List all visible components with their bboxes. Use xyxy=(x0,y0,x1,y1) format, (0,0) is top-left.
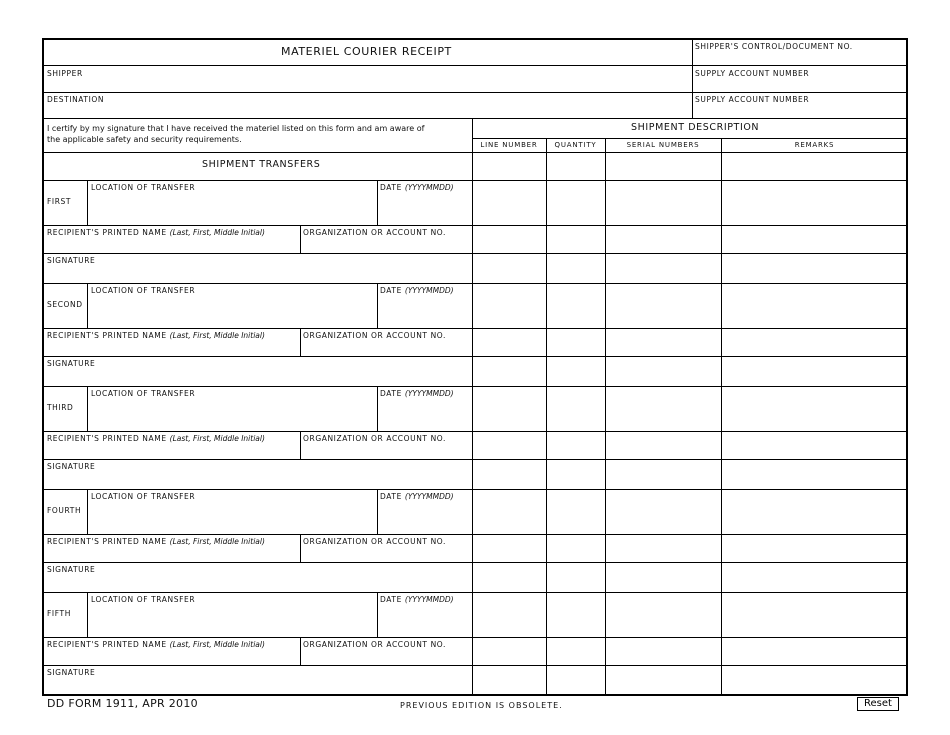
edition-note: PREVIOUS EDITION IS OBSOLETE. xyxy=(400,701,563,710)
desc-cell-remarks[interactable] xyxy=(722,226,908,253)
desc-cell-line-number[interactable] xyxy=(473,226,546,253)
desc-cell-quantity[interactable] xyxy=(547,181,605,225)
desc-cell-remarks[interactable] xyxy=(722,329,908,356)
desc-cell-serial-numbers[interactable] xyxy=(606,535,721,562)
col-remarks: REMARKS xyxy=(794,141,835,149)
org-field-fourth[interactable] xyxy=(301,546,472,562)
location-field-third[interactable] xyxy=(88,398,377,431)
location-label: LOCATION OF TRANSFER xyxy=(91,183,196,192)
certification-statement xyxy=(47,123,424,145)
desc-cell-remarks[interactable] xyxy=(722,593,908,637)
desc-cell-quantity[interactable] xyxy=(547,638,605,665)
form-title: MATERIEL COURIER RECEIPT xyxy=(281,45,452,58)
date-field-third[interactable] xyxy=(378,398,472,431)
date-field-first[interactable] xyxy=(378,192,472,225)
date-format-hint: (YYYYMMDD) xyxy=(404,595,454,604)
desc-cell-serial-numbers[interactable] xyxy=(606,329,721,356)
recipient-hint: (Last, First, Middle Initial) xyxy=(169,434,265,443)
location-label: LOCATION OF TRANSFER xyxy=(91,389,196,398)
desc-cell-remarks[interactable] xyxy=(722,387,908,431)
org-label: ORGANIZATION OR ACCOUNT NO. xyxy=(303,434,446,443)
desc-cell-quantity[interactable] xyxy=(547,535,605,562)
desc-cell-line-number[interactable] xyxy=(473,593,546,637)
signature-field-first[interactable] xyxy=(44,265,472,283)
desc-cell-remarks[interactable] xyxy=(722,490,908,534)
recipient-field-first[interactable] xyxy=(44,237,300,253)
desc-cell-quantity[interactable] xyxy=(547,432,605,459)
desc-cell-quantity[interactable] xyxy=(547,254,605,283)
desc-cell-remarks[interactable] xyxy=(722,284,908,328)
recipient-label-text: RECIPIENT'S PRINTED NAME xyxy=(47,537,167,546)
desc-cell-remarks[interactable] xyxy=(722,357,908,386)
desc-cell-serial-numbers[interactable] xyxy=(606,387,721,431)
section-label-fifth: FIFTH xyxy=(47,609,71,618)
desc-cell-remarks[interactable] xyxy=(722,432,908,459)
desc-cell-line-number[interactable] xyxy=(473,357,546,386)
date-format-hint: (YYYYMMDD) xyxy=(404,492,454,501)
desc-cell-quantity[interactable] xyxy=(547,357,605,386)
location-field-first[interactable] xyxy=(88,192,377,225)
date-label xyxy=(380,183,454,192)
col-line-number: LINE NUMBER xyxy=(480,141,538,149)
recipient-label-text: RECIPIENT'S PRINTED NAME xyxy=(47,228,167,237)
desc-cell-remarks[interactable] xyxy=(722,153,908,180)
shipment-transfers-title: SHIPMENT TRANSFERS xyxy=(202,159,321,170)
section-label-third: THIRD xyxy=(47,403,74,412)
desc-cell-serial-numbers[interactable] xyxy=(606,357,721,386)
signature-label: SIGNATURE xyxy=(47,256,96,265)
signature-label: SIGNATURE xyxy=(47,359,96,368)
desc-cell-quantity[interactable] xyxy=(547,460,605,489)
desc-cell-serial-numbers[interactable] xyxy=(606,563,721,592)
desc-cell-serial-numbers[interactable] xyxy=(606,490,721,534)
recipient-hint: (Last, First, Middle Initial) xyxy=(169,228,265,237)
desc-cell-line-number[interactable] xyxy=(473,638,546,665)
recipient-label xyxy=(47,434,265,443)
recipient-label xyxy=(47,228,265,237)
recipient-field-second[interactable] xyxy=(44,340,300,356)
date-field-fifth[interactable] xyxy=(378,604,472,637)
courier-receipt-form xyxy=(42,38,908,696)
date-format-hint: (YYYYMMDD) xyxy=(404,183,454,192)
desc-cell-line-number[interactable] xyxy=(473,666,546,696)
desc-cell-serial-numbers[interactable] xyxy=(606,666,721,696)
date-label xyxy=(380,595,454,604)
desc-cell-remarks[interactable] xyxy=(722,563,908,592)
desc-cell-line-number[interactable] xyxy=(473,181,546,225)
shipper-control-label: SHIPPER'S CONTROL/DOCUMENT NO. xyxy=(695,42,853,51)
desc-cell-quantity[interactable] xyxy=(547,666,605,696)
signature-field-fourth[interactable] xyxy=(44,574,472,592)
org-field-second[interactable] xyxy=(301,340,472,356)
supply-account-field-1[interactable] xyxy=(692,66,908,92)
location-label: LOCATION OF TRANSFER xyxy=(91,595,196,604)
desc-cell-remarks[interactable] xyxy=(722,181,908,225)
destination-label: DESTINATION xyxy=(47,95,105,104)
desc-cell-quantity[interactable] xyxy=(547,593,605,637)
desc-cell-serial-numbers[interactable] xyxy=(606,460,721,489)
org-label: ORGANIZATION OR ACCOUNT NO. xyxy=(303,640,446,649)
location-field-second[interactable] xyxy=(88,295,377,328)
col-serial-numbers: SERIAL NUMBERS xyxy=(626,141,700,149)
certification-line-2: the applicable safety and security requirements. xyxy=(47,135,242,144)
desc-cell-line-number[interactable] xyxy=(473,460,546,489)
desc-cell-line-number[interactable] xyxy=(473,490,546,534)
desc-cell-serial-numbers[interactable] xyxy=(606,432,721,459)
date-label-text: DATE xyxy=(380,389,402,398)
recipient-field-fifth[interactable] xyxy=(44,649,300,665)
desc-cell-remarks[interactable] xyxy=(722,638,908,665)
desc-cell-line-number[interactable] xyxy=(473,432,546,459)
shipment-description-title: SHIPMENT DESCRIPTION xyxy=(631,122,760,133)
recipient-field-third[interactable] xyxy=(44,443,300,459)
desc-cell-line-number[interactable] xyxy=(473,563,546,592)
form-id: DD FORM 1911, APR 2010 xyxy=(47,697,198,710)
date-label xyxy=(380,286,454,295)
supply-account-label-2: SUPPLY ACCOUNT NUMBER xyxy=(695,95,810,104)
desc-cell-quantity[interactable] xyxy=(547,490,605,534)
recipient-label xyxy=(47,331,265,340)
signature-label: SIGNATURE xyxy=(47,565,96,574)
location-field-fifth[interactable] xyxy=(88,604,377,637)
desc-cell-serial-numbers[interactable] xyxy=(606,254,721,283)
signature-field-fifth[interactable] xyxy=(44,677,472,695)
date-field-second[interactable] xyxy=(378,295,472,328)
date-label xyxy=(380,492,454,501)
location-label: LOCATION OF TRANSFER xyxy=(91,492,196,501)
desc-cell-line-number[interactable] xyxy=(473,329,546,356)
desc-cell-remarks[interactable] xyxy=(722,535,908,562)
recipient-hint: (Last, First, Middle Initial) xyxy=(169,331,265,340)
desc-cell-line-number[interactable] xyxy=(473,387,546,431)
desc-cell-serial-numbers[interactable] xyxy=(606,226,721,253)
desc-cell-line-number[interactable] xyxy=(473,535,546,562)
recipient-label xyxy=(47,537,265,546)
desc-cell-quantity[interactable] xyxy=(547,153,605,180)
signature-field-second[interactable] xyxy=(44,368,472,386)
shipper-control-field[interactable] xyxy=(692,40,908,65)
org-label: ORGANIZATION OR ACCOUNT NO. xyxy=(303,537,446,546)
desc-cell-quantity[interactable] xyxy=(547,226,605,253)
location-label: LOCATION OF TRANSFER xyxy=(91,286,196,295)
date-label-text: DATE xyxy=(380,286,402,295)
date-format-hint: (YYYYMMDD) xyxy=(404,286,454,295)
desc-cell-line-number[interactable] xyxy=(473,284,546,328)
desc-cell-quantity[interactable] xyxy=(547,387,605,431)
recipient-hint: (Last, First, Middle Initial) xyxy=(169,537,265,546)
desc-cell-remarks[interactable] xyxy=(722,460,908,489)
certification-line-1: I certify by my signature that I have received the materiel listed on this form and am aware of xyxy=(47,124,425,133)
date-format-hint: (YYYYMMDD) xyxy=(404,389,454,398)
desc-cell-serial-numbers[interactable] xyxy=(606,284,721,328)
recipient-hint: (Last, First, Middle Initial) xyxy=(169,640,265,649)
desc-cell-remarks[interactable] xyxy=(722,666,908,696)
shipper-field[interactable] xyxy=(44,66,692,92)
org-field-fifth[interactable] xyxy=(301,649,472,665)
recipient-label-text: RECIPIENT'S PRINTED NAME xyxy=(47,434,167,443)
signature-label: SIGNATURE xyxy=(47,668,96,677)
date-label-text: DATE xyxy=(380,183,402,192)
desc-cell-quantity[interactable] xyxy=(547,329,605,356)
desc-cell-line-number[interactable] xyxy=(473,153,546,180)
desc-cell-remarks[interactable] xyxy=(722,254,908,283)
supply-account-field-2[interactable] xyxy=(692,93,908,118)
location-field-fourth[interactable] xyxy=(88,501,377,534)
destination-field[interactable] xyxy=(44,93,692,118)
shipper-label: SHIPPER xyxy=(47,69,83,78)
date-label-text: DATE xyxy=(380,595,402,604)
desc-cell-serial-numbers[interactable] xyxy=(606,181,721,225)
date-field-fourth[interactable] xyxy=(378,501,472,534)
signature-label: SIGNATURE xyxy=(47,462,96,471)
org-label: ORGANIZATION OR ACCOUNT NO. xyxy=(303,331,446,340)
date-label xyxy=(380,389,454,398)
org-field-first[interactable] xyxy=(301,237,472,253)
org-label: ORGANIZATION OR ACCOUNT NO. xyxy=(303,228,446,237)
desc-cell-quantity[interactable] xyxy=(547,563,605,592)
desc-cell-serial-numbers[interactable] xyxy=(606,153,721,180)
section-label-first: FIRST xyxy=(47,197,72,206)
desc-cell-serial-numbers[interactable] xyxy=(606,638,721,665)
recipient-label-text: RECIPIENT'S PRINTED NAME xyxy=(47,640,167,649)
signature-field-third[interactable] xyxy=(44,471,472,489)
recipient-label xyxy=(47,640,265,649)
desc-cell-quantity[interactable] xyxy=(547,284,605,328)
date-label-text: DATE xyxy=(380,492,402,501)
col-quantity: QUANTITY xyxy=(554,141,597,149)
org-field-third[interactable] xyxy=(301,443,472,459)
desc-cell-serial-numbers[interactable] xyxy=(606,593,721,637)
section-label-second: SECOND xyxy=(47,300,83,309)
recipient-label-text: RECIPIENT'S PRINTED NAME xyxy=(47,331,167,340)
supply-account-label-1: SUPPLY ACCOUNT NUMBER xyxy=(695,69,810,78)
desc-cell-line-number[interactable] xyxy=(473,254,546,283)
section-label-fourth: FOURTH xyxy=(47,506,82,515)
reset-button[interactable]: Reset xyxy=(857,697,899,711)
recipient-field-fourth[interactable] xyxy=(44,546,300,562)
